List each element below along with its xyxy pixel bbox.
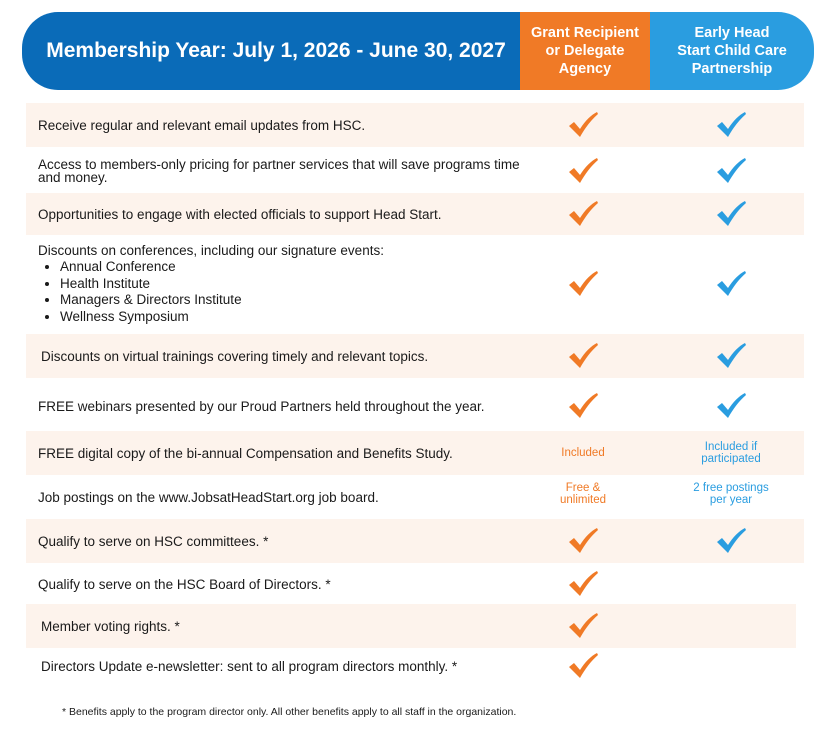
note-line: unlimited: [559, 494, 607, 506]
col2-cell: [666, 384, 796, 428]
orange-check-icon: [566, 269, 600, 299]
benefit-label: Access to members-only pricing for partner services that will save programs time and money.: [38, 157, 520, 185]
benefit-label-group: [38, 238, 538, 330]
included-if-participated-note: [701, 441, 760, 465]
note-line: Free &: [565, 482, 601, 494]
blue-check-icon: [714, 156, 748, 186]
col1-cell: [528, 193, 638, 235]
table-header: [22, 12, 814, 90]
benefit-label: Opportunities to engage with elected officials to support Head Start.: [38, 206, 442, 222]
orange-check-icon: [566, 110, 600, 140]
col1-header-line2: or Delegate: [545, 43, 625, 59]
benefit-label: Job postings on the www.JobsatHeadStart.org job board.: [38, 489, 379, 505]
col2-cell: [666, 431, 796, 475]
col2-header-line3: Partnership: [691, 61, 773, 77]
note-line: participated: [701, 453, 761, 465]
col2-cell: [666, 150, 796, 192]
benefit-label: Directors Update e-newsletter: sent to all program directors monthly. *: [41, 658, 458, 674]
col2-cell: [666, 334, 796, 378]
col1-cell: [528, 384, 638, 428]
column-header-grant-recipient: [520, 12, 650, 90]
orange-check-icon: [566, 341, 600, 371]
col1-cell: [528, 646, 638, 686]
benefit-row: [26, 431, 804, 475]
free-postings-note: [693, 482, 768, 506]
benefit-row: [26, 604, 796, 648]
benefit-row: [26, 238, 804, 330]
list-item: • Managers & Directors Institute: [60, 292, 538, 309]
note-line: Included if: [704, 441, 758, 453]
benefit-label: Member voting rights. *: [41, 618, 180, 634]
blue-check-icon: [714, 110, 748, 140]
blue-check-icon: [714, 391, 748, 421]
included-note: Included: [561, 447, 605, 459]
col2-cell: [666, 519, 796, 563]
benefit-row: [26, 564, 804, 604]
benefit-label: Receive regular and relevant email updates from HSC.: [38, 117, 366, 133]
benefit-row: [26, 150, 804, 192]
benefit-label: FREE webinars presented by our Proud Partners held throughout the year.: [38, 398, 485, 414]
col2-cell: [666, 238, 796, 330]
col2-cell: [666, 476, 796, 518]
blue-check-icon: [714, 269, 748, 299]
list-item: • Wellness Symposium: [60, 309, 538, 326]
col1-cell: [528, 238, 638, 330]
orange-check-icon: [566, 651, 600, 681]
benefit-row: [26, 519, 804, 563]
orange-check-icon: [566, 391, 600, 421]
conference-list: [60, 259, 538, 325]
orange-check-icon: [566, 569, 600, 599]
col1-cell: [528, 519, 638, 563]
col1-cell: [528, 334, 638, 378]
benefit-row: [26, 334, 804, 378]
benefit-label: Qualify to serve on HSC committees. *: [38, 533, 269, 549]
free-unlimited-note: [560, 482, 606, 506]
note-line: per year: [709, 494, 753, 506]
benefit-row: [26, 193, 804, 235]
list-item: • Annual Conference: [60, 259, 538, 276]
blue-check-icon: [714, 199, 748, 229]
blue-check-icon: [714, 341, 748, 371]
col1-cell: [528, 476, 638, 518]
col2-header-line1: Early Head: [694, 25, 770, 41]
column-header-ehs-partnership: [650, 12, 814, 90]
benefit-row: [26, 476, 804, 518]
col1-cell: [528, 103, 638, 147]
col2-cell: [666, 103, 796, 147]
benefit-row: [26, 384, 804, 428]
col2-header-line2: Start Child Care: [677, 43, 787, 59]
col1-header-line1: Grant Recipient: [531, 25, 639, 41]
col2-cell: [666, 193, 796, 235]
orange-check-icon: [566, 526, 600, 556]
col1-cell: [528, 431, 638, 475]
orange-check-icon: [566, 199, 600, 229]
col1-header-line3: Agency: [558, 61, 612, 77]
blue-check-icon: [714, 526, 748, 556]
benefit-row: [26, 103, 804, 147]
col1-cell: [528, 604, 638, 648]
membership-year-title: Membership Year: July 1, 2026 - June 30, 2027: [22, 12, 520, 90]
orange-check-icon: [566, 611, 600, 641]
orange-check-icon: [566, 156, 600, 186]
benefit-row: [26, 646, 804, 686]
benefit-label: Discounts on conferences, including our signature events:: [38, 243, 384, 258]
list-item: • Health Institute: [60, 276, 538, 293]
footnote: * Benefits apply to the program director only. All other benefits apply to all staff in the organization.: [62, 706, 517, 718]
col1-cell: [528, 150, 638, 192]
benefit-label: Discounts on virtual trainings covering timely and relevant topics.: [41, 348, 429, 364]
benefit-label: FREE digital copy of the bi-annual Compensation and Benefits Study.: [38, 445, 453, 461]
benefit-label: Qualify to serve on the HSC Board of Directors. *: [38, 576, 331, 592]
note-line: 2 free postings: [693, 482, 769, 494]
col1-cell: [528, 564, 638, 604]
